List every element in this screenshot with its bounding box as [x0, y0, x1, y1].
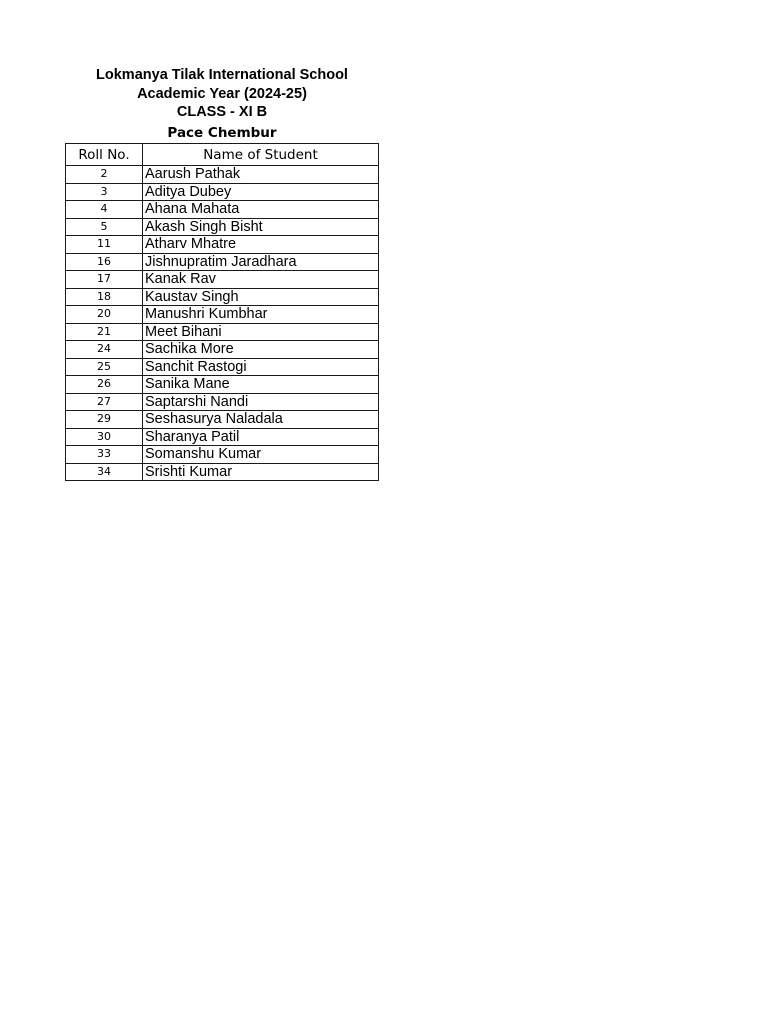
- document-header: [66, 66, 378, 143]
- student-name: Jishnupratim Jaradhara: [143, 253, 379, 271]
- student-name: Sharanya Patil: [143, 428, 379, 446]
- table-header-row: [66, 144, 379, 166]
- student-name: Sanika Mane: [143, 376, 379, 394]
- roll-number: 29: [66, 411, 143, 429]
- student-name: Aditya Dubey: [143, 183, 379, 201]
- student-name: Kanak Rav: [143, 271, 379, 289]
- table-row: [66, 166, 379, 184]
- roll-number: 20: [66, 306, 143, 324]
- table-row: [66, 446, 379, 464]
- student-name: Somanshu Kumar: [143, 446, 379, 464]
- table-row: [66, 358, 379, 376]
- student-name: Manushri Kumbhar: [143, 306, 379, 324]
- roll-number: 16: [66, 253, 143, 271]
- table-row: [66, 306, 379, 324]
- student-name: Atharv Mhatre: [143, 236, 379, 254]
- table-row: [66, 393, 379, 411]
- roll-number: 30: [66, 428, 143, 446]
- roll-number: 27: [66, 393, 143, 411]
- roll-number: 17: [66, 271, 143, 289]
- student-name: Ahana Mahata: [143, 201, 379, 219]
- roll-number: 18: [66, 288, 143, 306]
- table-row: [66, 428, 379, 446]
- roll-number: 34: [66, 463, 143, 481]
- student-name: Srishti Kumar: [143, 463, 379, 481]
- table-row: [66, 236, 379, 254]
- class-name: CLASS - XI B: [176, 104, 268, 120]
- table-row: [66, 183, 379, 201]
- roll-number: 5: [66, 218, 143, 236]
- student-name: Kaustav Singh: [143, 288, 379, 306]
- roll-number: 2: [66, 166, 143, 184]
- table-row: [66, 463, 379, 481]
- roll-number: 11: [66, 236, 143, 254]
- table-row: [66, 323, 379, 341]
- student-name: Seshasurya Naladala: [143, 411, 379, 429]
- roll-number: 3: [66, 183, 143, 201]
- roll-number: 26: [66, 376, 143, 394]
- table-body: [66, 166, 379, 481]
- table-row: [66, 218, 379, 236]
- table-row: [66, 201, 379, 219]
- table-row: [66, 411, 379, 429]
- school-name: Lokmanya Tilak International School: [96, 67, 348, 83]
- column-header-name: Name of Student: [143, 144, 379, 166]
- table-row: [66, 271, 379, 289]
- student-name: Sanchit Rastogi: [143, 358, 379, 376]
- roll-number: 21: [66, 323, 143, 341]
- student-roster-table: [65, 143, 379, 481]
- student-name: Saptarshi Nandi: [143, 393, 379, 411]
- roll-number: 33: [66, 446, 143, 464]
- roll-number: 24: [66, 341, 143, 359]
- roll-number: 4: [66, 201, 143, 219]
- table-row: [66, 288, 379, 306]
- student-name: Aarush Pathak: [143, 166, 379, 184]
- campus-name: Pace Chembur: [167, 124, 277, 141]
- table-row: [66, 341, 379, 359]
- table-row: [66, 253, 379, 271]
- table-row: [66, 376, 379, 394]
- academic-year: Academic Year (2024-25): [137, 85, 307, 102]
- column-header-roll: Roll No.: [66, 144, 143, 166]
- student-name: Akash Singh Bisht: [143, 218, 379, 236]
- roll-number: 25: [66, 358, 143, 376]
- student-name: Meet Bihani: [143, 323, 379, 341]
- student-name: Sachika More: [143, 341, 379, 359]
